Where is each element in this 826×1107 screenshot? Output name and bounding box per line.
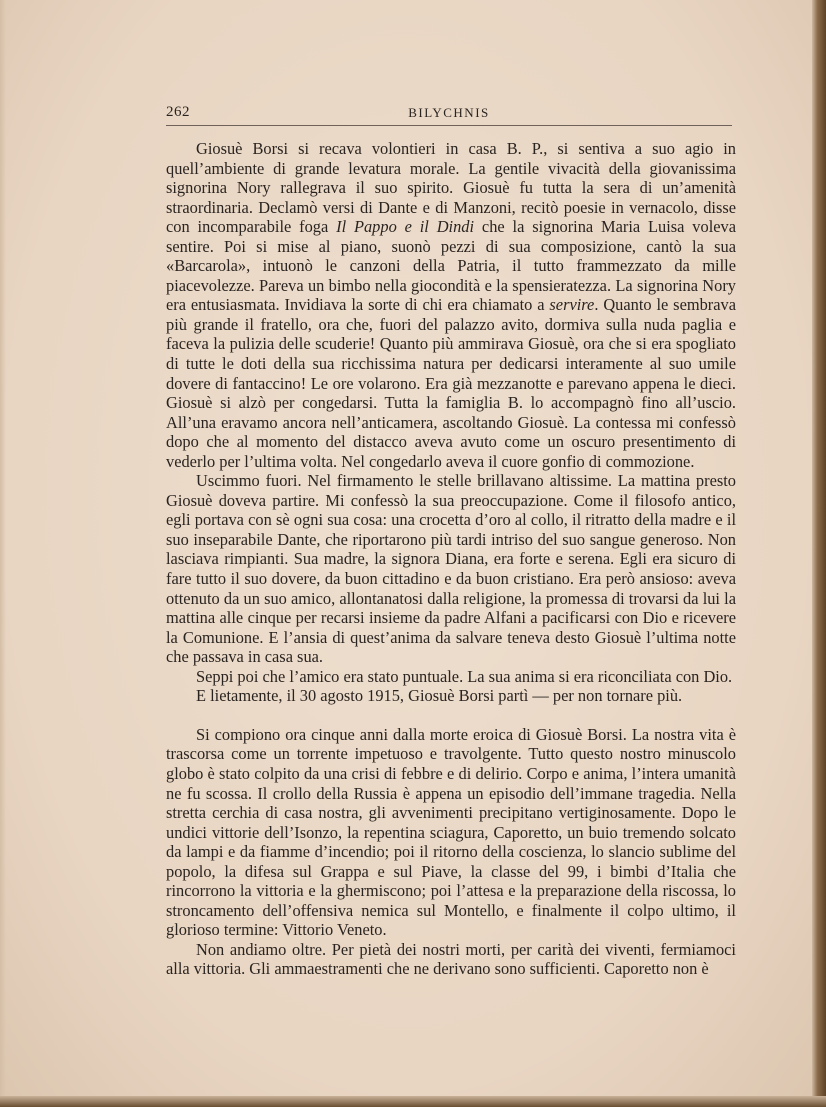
book-bottom-edge bbox=[0, 1096, 826, 1107]
page-header bbox=[166, 104, 732, 126]
page-left-edge bbox=[0, 0, 6, 1096]
paragraph: Giosuè Borsi si recava volontieri in casa B. P., si sentiva a suo agio in quell’ambiente di grande levatura morale. La gentile vivacità della giovanissima signorina Nory rallegrava il suo spirito. Giosuè fu tutta la sera di un’amenità straordinaria. Declamò versi di Dante e di Manzoni, recitò poesie in vernacolo, disse con incomparabile foga Il Pappo e il Dindi che la signorina Maria Luisa voleva sentire. Poi si mise al piano, suonò pezzi di sua composizione, cantò la sua «Barcarola», intuonò le canzoni della Patria, il tutto frammezzato da mille piacevolezze. Pareva un bimbo nella giocondità e la spensieratezza. La signorina Nory era entusiasmata. Invidiava la sorte di chi era chiamato a servire. Quanto le sembrava più grande il fratello, ora che, fuori del palazzo avito, dormiva sulla nuda paglia e faceva la pulizia delle scuderie! Quanto più ammirava Giosuè, ora che si era spogliato di tutte le doti della sua ricchissima natura per dedicarsi interamente al suo umile dovere di fantaccino! Le ore volarono. Era già mezzanotte e parevano appena le dieci. Giosuè si alzò per congedarsi. Tutta la famiglia B. lo accompagnò fino all’uscio. All’una eravamo ancora nell’anticamera, ascoltando Giosuè. La contessa mi confessò dopo che al momento del distacco aveva avuto come un oscuro presentimento di vederlo per l’ultima volta. Nel congedarlo aveva il cuore gonfio di commozione. bbox=[166, 139, 736, 471]
paragraph: Uscimmo fuori. Nel firmamento le stelle brillavano altissime. La mattina presto Giosuè doveva partire. Mi confessò la sua preoccupazione. Come il filosofo antico, egli portava con sè ogni sua cosa: una crocetta d’oro al collo, il ritratto della madre e il suo inseparabile Dante, che riportarono più tardi intriso del suo sangue generoso. Non lasciava rimpianti. Sua madre, la signora Diana, era forte e serena. Egli era sicuro di fare tutto il suo dovere, da buon cittadino e da buon cristiano. Era però ansioso: aveva ottenuto da un suo amico, allontanatosi dalla religione, la promessa di trovarsi da lui la mattina alle cinque per recarsi insieme da padre Alfani a pacificarsi con Dio e ricevere la Comunione. E l’ansia di quest’anima da salvare teneva desto Giosuè l’ultima notte che passava in casa sua. bbox=[166, 471, 736, 667]
paragraph: E lietamente, il 30 agosto 1915, Giosuè Borsi partì — per non tornare più. bbox=[196, 686, 683, 706]
paragraph: Seppi poi che l’amico era stato puntuale. La sua anima si era riconciliata con Dio. bbox=[196, 666, 733, 686]
book-fore-edge bbox=[812, 0, 826, 1107]
italic-title: servire bbox=[549, 295, 595, 315]
body-text bbox=[166, 139, 736, 979]
paragraph: Si compiono ora cinque anni dalla morte eroica di Giosuè Borsi. La nostra vita è trascorsa come un torrente impetuoso e travolgente. Tutto questo nostro minuscolo globo è stato colpito da una crisi di febbre e di delirio. Corpo e anima, l’intera umanità ne fu scossa. Il crollo della Russia è appena un episodio dell’immane tragedia. Nella stretta cerchia di casa nostra, gli avvenimenti precipitano vertiginosamente. Dopo le undici vittorie dell’Isonzo, la repentina sciagura, Caporetto, un buio tremendo solcato da lampi e da fiamme d’incendio; poi il ritorno della coscienza, lo slancio sublime del popolo, la difesa sul Grappa e sul Piave, la classe del 99, i bimbi d’Italia che rincorrono la vittoria e la ghermiscono; poi l’attesa e la preparazione della riscossa, lo stroncamento dell’offensiva nemica sul Montello, e finalmente il colpo ultimo, il glorioso termine: Vittorio Veneto. bbox=[166, 724, 736, 940]
page-number: 262 bbox=[166, 104, 190, 120]
paragraph: Non andiamo oltre. Per pietà dei nostri morti, per carità dei viventi, fermiamoci alla vittoria. Gli ammaestramenti che ne derivano sono sufficienti. Caporetto non è bbox=[166, 939, 736, 979]
header-rule bbox=[166, 125, 732, 126]
running-title: BILYCHNIS bbox=[408, 105, 490, 120]
italic-title: Il Pappo e il Dindi bbox=[336, 217, 475, 237]
